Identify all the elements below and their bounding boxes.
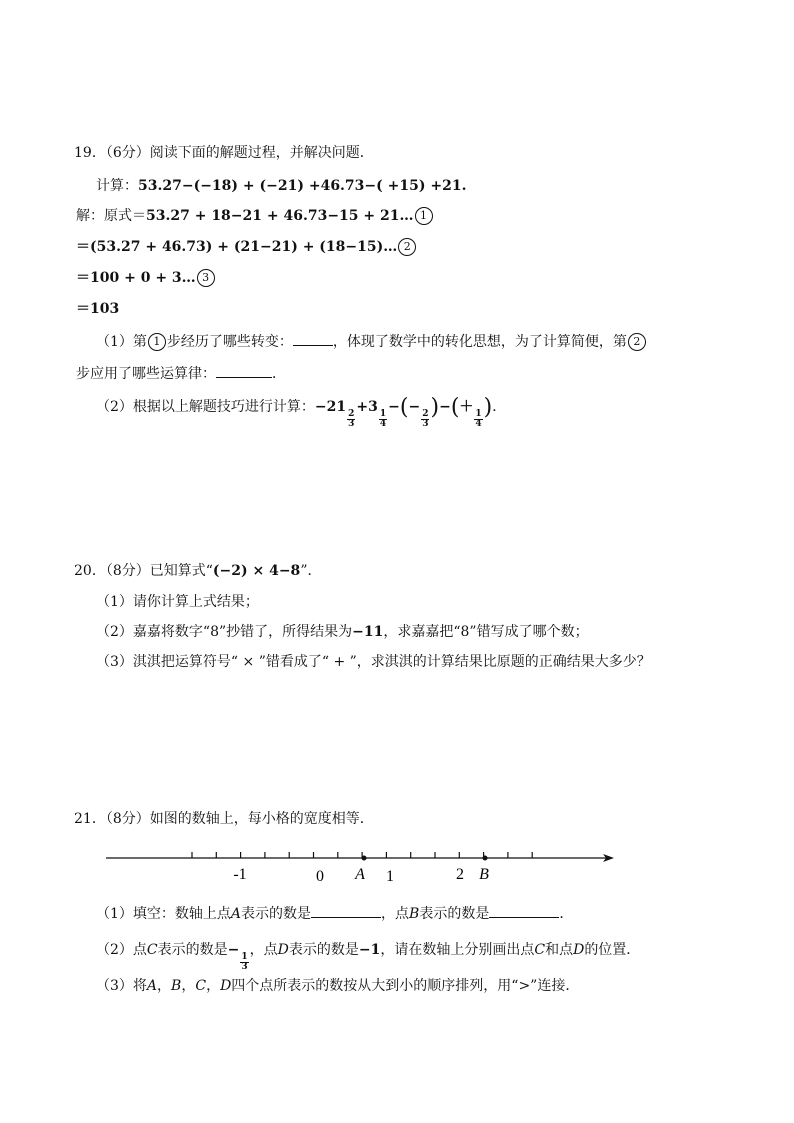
- q19-part1-text-a: （1）第: [96, 334, 147, 350]
- q19-part1-text-b: 步经历了哪些转变：: [166, 334, 293, 350]
- q21-part2-text-a: （2）点: [96, 942, 147, 958]
- fraction-denominator: 3: [348, 419, 355, 429]
- left-paren: (: [450, 395, 460, 420]
- point-b-dot: [483, 856, 488, 861]
- q19-calc-line: [96, 176, 466, 196]
- q21-part2-value: −1: [358, 942, 381, 958]
- axis-label-neg-one: -1: [233, 866, 247, 883]
- q19-solution-prefix: 解：原式＝: [76, 208, 146, 224]
- point-a-label: A: [230, 906, 242, 922]
- point-d-label: D: [573, 942, 585, 958]
- minus-sign: −: [439, 399, 451, 415]
- circled-number-1: 1: [148, 333, 166, 351]
- point-c-label: C: [534, 942, 546, 958]
- q21-part3: [96, 976, 579, 996]
- q19-part1-text-c: ，体现了数学中的转化思想，为了计算简便，第: [332, 334, 627, 350]
- q21-part1-text-b: 表示的数是: [241, 906, 312, 922]
- fraction-numerator: 1: [241, 952, 248, 962]
- q20-header-end: ”．: [300, 563, 322, 579]
- q20-part2-text-b: ，求嘉嘉把“8”错写成了哪个数；: [383, 624, 589, 640]
- minus-sign: −: [388, 399, 400, 415]
- q19-calc-prefix: 计算：: [96, 178, 138, 194]
- axis-label-a: A: [355, 866, 365, 883]
- q21-part1-text-d: 表示的数是: [419, 906, 490, 922]
- separator: ，: [206, 978, 221, 994]
- axis-label-zero: 0: [316, 868, 324, 885]
- point-c-label: C: [146, 942, 158, 958]
- q20-part2: [96, 622, 589, 642]
- answer-blank-a[interactable]: [311, 903, 381, 918]
- period: ．: [492, 399, 507, 415]
- q20-part2-text-a: （2）嘉嘉将数字“8”抄错了，所得结果为: [96, 624, 353, 640]
- circled-number-2: 2: [398, 238, 416, 256]
- circled-number-3: 3: [197, 269, 215, 287]
- fraction: [421, 410, 429, 429]
- minus-sign: −: [227, 942, 240, 958]
- point-a-label: A: [146, 978, 158, 994]
- q19-part2-text: （2）根据以上解题技巧进行计算：: [96, 399, 315, 415]
- q20-header: [74, 561, 321, 581]
- q20-part2-value: −11: [352, 624, 384, 640]
- q21-part1-text-c: ，点: [381, 906, 410, 922]
- answer-blank-b[interactable]: [489, 903, 559, 918]
- answer-blank-2[interactable]: [216, 363, 272, 378]
- q19-part1-text-d: 步应用了哪些运算律：: [76, 366, 216, 382]
- q19-header: 19．（6分）阅读下面的解题过程，并解决问题．: [74, 145, 374, 161]
- fraction-denominator: 3: [422, 419, 429, 429]
- q19-calc-expression: 53.27−(−18) + (−21) +46.73−( +15) +21.: [138, 178, 467, 194]
- q20-part1: （1）请你计算上式结果；: [96, 594, 259, 610]
- axis-label-b: B: [479, 866, 489, 883]
- fraction: [474, 410, 482, 429]
- q21-part2-text-g: 的位置．: [584, 942, 641, 958]
- number-line: [100, 840, 630, 886]
- point-d-label: D: [277, 942, 289, 958]
- left-paren: (: [399, 395, 409, 420]
- q21-part2-text-b: 表示的数是: [157, 942, 228, 958]
- q19-step3: [76, 268, 216, 288]
- q21-part1-text-a: （1）填空：数轴上点: [96, 906, 231, 922]
- circled-number-1: 1: [415, 207, 433, 225]
- separator: ，: [157, 978, 172, 994]
- mixed-number-int: +3: [356, 399, 378, 415]
- fraction: [347, 410, 355, 429]
- answer-blank-1[interactable]: [293, 331, 333, 346]
- fraction-numerator: 2: [348, 409, 355, 419]
- right-paren: ): [483, 395, 493, 420]
- q21-part1: [96, 903, 573, 924]
- q21-part3-text-a: （3）将: [96, 978, 147, 994]
- q19-step2: [76, 237, 417, 257]
- q19-part1-line1: [96, 331, 647, 352]
- q19-part2: [96, 397, 506, 429]
- q21-part2-text-d: 表示的数是: [288, 942, 359, 958]
- q19-part1-line2: [76, 363, 286, 384]
- right-paren: ): [430, 395, 440, 420]
- minus-sign: −: [408, 399, 421, 415]
- point-b-label: B: [171, 978, 182, 994]
- fraction-denominator: 3: [241, 962, 248, 972]
- separator: ，: [181, 978, 196, 994]
- fraction: [379, 410, 387, 429]
- q19-step2-expression: ＝(53.27 + 46.73) + (21−21) + (18−15)…: [76, 239, 398, 255]
- q20-header-text: 20．（8分）已知算式“: [74, 563, 213, 579]
- fraction-numerator: 1: [379, 409, 387, 419]
- q19-step3-expression: ＝100 + 0 + 3…: [76, 270, 196, 286]
- q21-part2-text-f: 和点: [545, 942, 574, 958]
- fraction-denominator: 4: [379, 419, 387, 429]
- q20-header-expression: (−2) × 4−8: [212, 563, 301, 579]
- period: ．: [559, 906, 574, 922]
- q21-part2: [96, 940, 640, 972]
- mixed-number-int: −21: [314, 399, 347, 415]
- plus-sign: ＋: [459, 399, 474, 415]
- fraction-numerator: 2: [422, 409, 429, 419]
- fraction-numerator: 1: [475, 409, 482, 419]
- circled-number-2: 2: [628, 333, 646, 351]
- q21-part3-text-b: 四个点所表示的数按从大到小的顺序排列，用“>”连接．: [231, 978, 580, 994]
- point-a-dot: [362, 856, 367, 861]
- axis-label-one: 1: [386, 868, 394, 885]
- q21-header: 21．（8分）如图的数轴上，每小格的宽度相等．: [74, 811, 374, 827]
- axis-label-two: 2: [456, 866, 464, 883]
- point-d-label: D: [220, 978, 232, 994]
- q21-part2-text-c: ，点: [249, 942, 278, 958]
- point-b-label: B: [409, 906, 420, 922]
- q19-step4-expression: ＝103: [76, 301, 120, 317]
- fraction-denominator: 4: [475, 419, 482, 429]
- point-c-label: C: [195, 978, 207, 994]
- q19-part2-expression: [314, 395, 493, 429]
- q21-part2-text-e: ，请在数轴上分别画出点: [380, 942, 535, 958]
- q19-step1: [76, 206, 434, 226]
- q19-part1-text-e: ．: [272, 366, 286, 382]
- fraction: [240, 953, 248, 972]
- q20-part3: （3）淇淇把运算符号“ × ”错看成了“ + ”，求淇淇的计算结果比原题的正确结果大多少？: [96, 654, 651, 670]
- q19-step1-expression: 53.27 + 18−21 + 46.73−15 + 21…: [146, 208, 414, 224]
